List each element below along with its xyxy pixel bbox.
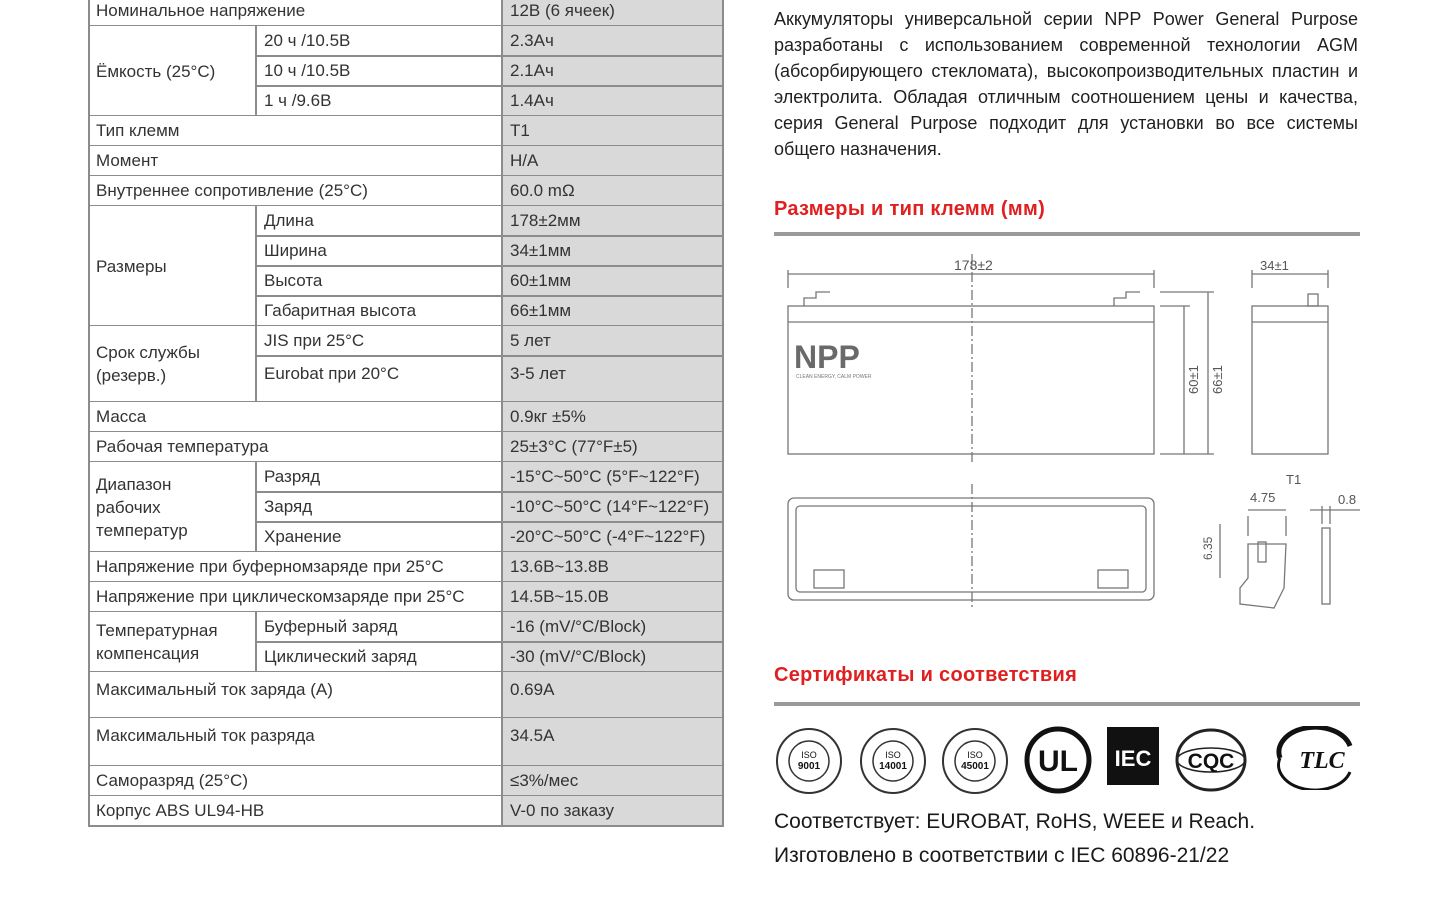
spec-subparam: Разряд	[256, 462, 502, 492]
terminal-height-label: 6.35	[1201, 536, 1215, 560]
spec-param: Внутреннее сопротивление (25°C)	[88, 176, 502, 206]
table-rule	[501, 0, 503, 826]
spec-group-label: Диапазон рабочих температур	[88, 462, 256, 552]
spec-value: 34±1мм	[502, 236, 724, 266]
terminal-thickness-label: 0.8	[1338, 492, 1357, 507]
spec-value: 60.0 mΩ	[502, 176, 724, 206]
spec-value: ≤3%/мес	[502, 766, 724, 796]
spec-param: Масса	[88, 402, 502, 432]
table-rule	[256, 521, 724, 523]
spec-value: 3-5 лет	[502, 356, 724, 402]
table-rule	[256, 295, 724, 297]
spec-value: 0.9кг ±5%	[502, 402, 724, 432]
table-rule	[256, 355, 724, 357]
spec-param: Тип клемм	[88, 116, 502, 146]
svg-text:9001: 9001	[797, 761, 821, 772]
spec-subparam: 10 ч /10.5В	[256, 56, 502, 86]
spec-param: Момент	[88, 146, 502, 176]
spec-value: -16 (mV/°C/Block)	[502, 612, 724, 642]
table-rule	[255, 206, 257, 326]
certificates-rule	[774, 702, 1360, 706]
cqc-logo-icon	[1174, 726, 1248, 794]
spec-table	[88, 0, 724, 820]
total-height-dimension-label: 66±1	[1210, 365, 1225, 394]
iso-14001-seal-icon	[858, 726, 928, 796]
spec-value: 14.5В~15.0В	[502, 582, 724, 612]
spec-param: Корпус ABS UL94-HB	[88, 796, 502, 826]
spec-value: 178±2мм	[502, 206, 724, 236]
spec-value: T1	[502, 116, 724, 146]
spec-subparam: 20 ч /10.5В	[256, 26, 502, 56]
table-rule	[255, 462, 257, 552]
table-rule	[256, 265, 724, 267]
spec-param: Номинальное напряжение	[88, 0, 502, 26]
spec-value: 60±1мм	[502, 266, 724, 296]
table-rule	[88, 825, 724, 827]
svg-text:ISO: ISO	[967, 750, 983, 760]
terminal-detail	[1240, 544, 1286, 608]
spec-group-label: Температурная компенсация	[88, 612, 256, 672]
spec-subparam: 1 ч /9.6В	[256, 86, 502, 116]
length-dimension-label: 178±2	[954, 257, 993, 273]
table-rule	[256, 85, 724, 87]
svg-text:UL: UL	[1038, 745, 1078, 778]
spec-value: Н/А	[502, 146, 724, 176]
table-rule	[256, 235, 724, 237]
compliance-iec: Изготовлено в соответствии с IEC 60896-21/22	[774, 844, 1230, 867]
spec-subparam: Циклический заряд	[256, 642, 502, 672]
spec-group-label: Ёмкость (25°C)	[88, 26, 256, 116]
spec-value: 5 лет	[502, 326, 724, 356]
spec-value: -10°C~50°C (14°F~122°F)	[502, 492, 724, 522]
dimensions-rule	[774, 232, 1360, 236]
svg-text:IEC: IEC	[1114, 746, 1152, 771]
spec-value: -30 (mV/°C/Block)	[502, 642, 724, 672]
table-rule	[256, 55, 724, 57]
iec-logo-icon	[1106, 726, 1160, 786]
certificates-title: Сертификаты и соответствия	[774, 664, 1078, 686]
spec-subparam: Заряд	[256, 492, 502, 522]
spec-value: V-0 по заказу	[502, 796, 724, 826]
spec-value: -20°C~50°C (-4°F~122°F)	[502, 522, 724, 552]
npp-brand-tagline: CLEAN ENERGY, CALM POWER	[796, 374, 872, 380]
spec-group-label: Размеры	[88, 206, 256, 326]
battery-front-body	[788, 306, 1154, 454]
battery-side-body	[1252, 306, 1328, 454]
spec-subparam: Буферный заряд	[256, 612, 502, 642]
spec-param: Саморазряд (25°C)	[88, 766, 502, 796]
iso-9001-seal-icon	[774, 726, 844, 796]
spec-value: 34.5А	[502, 718, 724, 766]
svg-text:14001: 14001	[879, 761, 907, 772]
spec-group-label: Срок службы (резерв.)	[88, 326, 256, 402]
svg-text:TLC: TLC	[1299, 748, 1345, 774]
spec-subparam: JIS при 25°C	[256, 326, 502, 356]
spec-value: 2.3Ач	[502, 26, 724, 56]
dimensions-title: Размеры и тип клемм (мм)	[774, 198, 1046, 220]
height-dimension-label: 60±1	[1186, 365, 1201, 394]
spec-value: 2.1Ач	[502, 56, 724, 86]
spec-param: Максимальный ток заряда (А)	[88, 672, 502, 718]
spec-value: 13.6В~13.8В	[502, 552, 724, 582]
table-rule	[88, 0, 90, 826]
spec-value: -15°C~50°C (5°F~122°F)	[502, 462, 724, 492]
width-dimension-label: 34±1	[1260, 258, 1289, 273]
spec-subparam: Eurobat при 20°C	[256, 356, 502, 402]
spec-param: Рабочая температура	[88, 432, 502, 462]
tlc-logo-icon	[1266, 726, 1360, 790]
ul-logo-icon	[1024, 726, 1092, 794]
table-rule	[722, 0, 724, 826]
spec-value: 66±1мм	[502, 296, 724, 326]
svg-text:ISO: ISO	[885, 750, 901, 760]
spec-value: 12В (6 ячеек)	[502, 0, 724, 26]
spec-value: 0.69А	[502, 672, 724, 718]
table-rule	[256, 491, 724, 493]
svg-text:45001: 45001	[961, 761, 989, 772]
spec-subparam: Хранение	[256, 522, 502, 552]
table-rule	[255, 326, 257, 402]
intro-paragraph: Аккумуляторы универсальной серии NPP Power General Purpose разработаны с использованием современной технологии AGM (абсорбирующего стекломата), высокопроизводительных пластин и электролита. Обладая отличным соотношением цены и качества, серия General Purpose подходит для установки во все системы общего назначения.	[774, 9, 1358, 159]
terminal-type-label: T1	[1286, 472, 1302, 487]
terminal-left-front	[804, 292, 830, 306]
compliance-standards: Соответствует: EUROBAT, RoHS, WEEE и Reach.	[774, 810, 1256, 833]
svg-text:CQC: CQC	[1187, 750, 1235, 773]
svg-text:ISO: ISO	[801, 750, 817, 760]
terminal-right-front	[1114, 292, 1140, 306]
spec-subparam: Ширина	[256, 236, 502, 266]
spec-param: Напряжение при буферномзаряде при 25°C	[88, 552, 502, 582]
spec-param: Максимальный ток разряда	[88, 718, 502, 766]
table-rule	[255, 26, 257, 116]
spec-subparam: Габаритная высота	[256, 296, 502, 326]
spec-value: 25±3°C (77°F±5)	[502, 432, 724, 462]
spec-param: Напряжение при циклическомзаряде при 25°C	[88, 582, 502, 612]
spec-subparam: Длина	[256, 206, 502, 236]
spec-subparam: Высота	[256, 266, 502, 296]
dimensions-diagram	[774, 248, 1360, 618]
battery-top-view	[788, 498, 1154, 600]
spec-value: 1.4Ач	[502, 86, 724, 116]
table-rule	[255, 612, 257, 672]
table-rule	[256, 641, 724, 643]
terminal-width-label: 4.75	[1250, 490, 1276, 505]
npp-brand-logo: NPP	[794, 339, 860, 375]
iso-45001-seal-icon	[940, 726, 1010, 796]
